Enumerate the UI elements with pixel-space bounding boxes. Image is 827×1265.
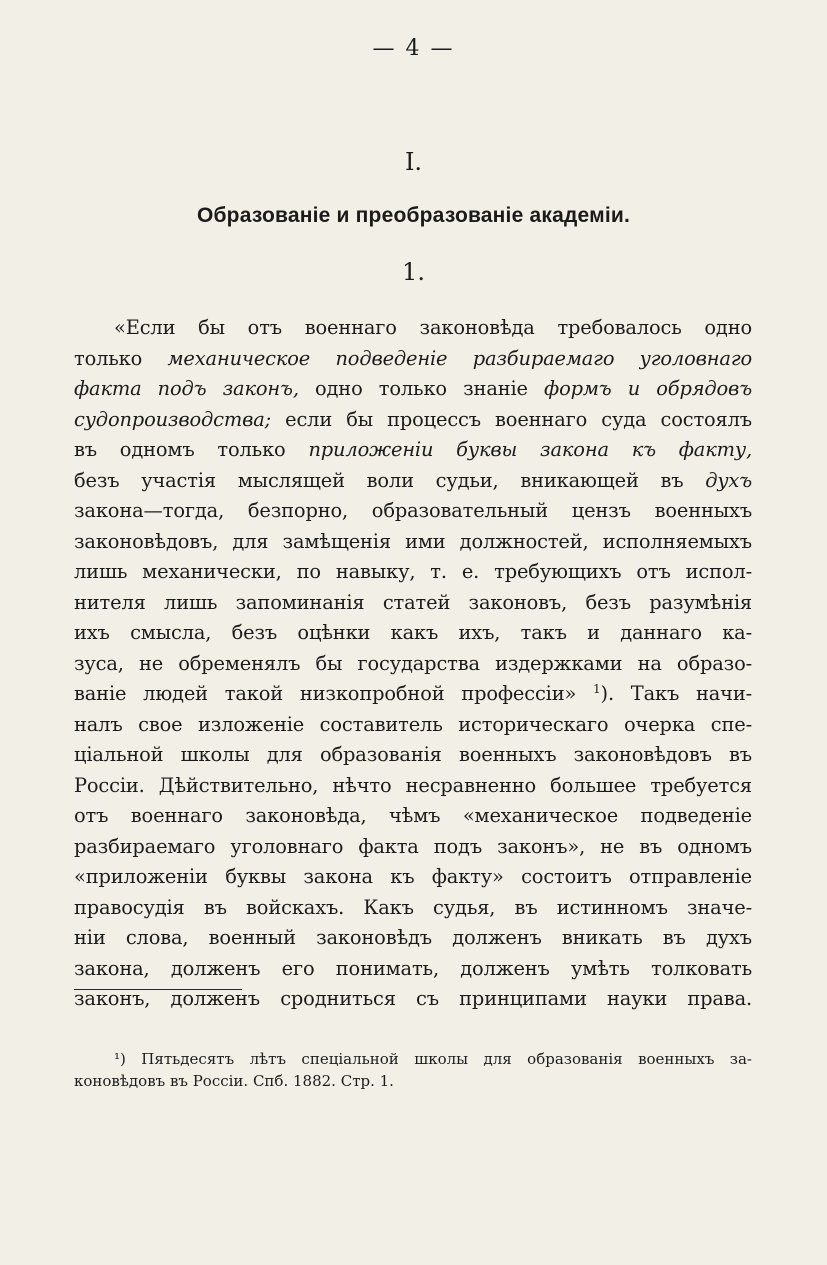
text-line xyxy=(74,557,752,588)
text-line xyxy=(74,771,752,802)
text-line xyxy=(74,679,752,710)
italic-phrase: приложеніи буквы закона къ факту, xyxy=(308,438,752,461)
text-segment: безъ участія мыслящей воли судьи, вникающей въ xyxy=(74,468,706,492)
chapter-numeral: I. xyxy=(404,148,423,176)
text-segment: правосудія въ войскахъ. Какъ судья, въ истинномъ значе- xyxy=(74,895,752,919)
text-line xyxy=(74,893,752,924)
text-segment: ціальной школы для образованія военныхъ законовѣдовъ въ xyxy=(74,743,752,766)
text-line xyxy=(74,588,752,619)
italic-phrase: механическое подведеніе разбираемаго уголовнаго xyxy=(167,346,752,370)
text-segment: «Если бы отъ военнаго законовѣда требовалось одно xyxy=(114,316,752,339)
text-line xyxy=(74,527,752,558)
text-line xyxy=(74,649,752,680)
footnote-line: коновѣдовъ въ Россіи. Спб. 1882. Стр. 1. xyxy=(74,1072,394,1090)
footnote-divider xyxy=(74,989,242,990)
text-segment: ). Такъ начи- xyxy=(600,682,752,705)
text-segment: Россіи. Дѣйствительно, нѣчто несравненно большее требуется xyxy=(74,773,752,797)
text-segment: налъ свое изложеніе составитель историческаго очерка спе- xyxy=(74,712,752,736)
text-segment: въ одномъ только xyxy=(74,438,309,461)
text-segment: законъ, долженъ сродниться съ принципами науки права. xyxy=(74,987,752,1010)
text-line xyxy=(74,313,752,344)
text-line xyxy=(74,496,752,527)
text-segment: «приложеніи буквы закона къ факту» состоитъ отправленіе xyxy=(74,865,752,888)
italic-phrase: факта подъ законъ, xyxy=(74,377,299,400)
body-text xyxy=(74,313,752,1015)
italic-phrase: формъ и обрядовъ xyxy=(544,377,752,400)
text-segment: закона—тогда, безпорно, образовательный цензъ военныхъ xyxy=(74,499,752,522)
text-segment: нителя лишь запоминанія статей законовъ, безъ разумѣнія xyxy=(74,590,752,614)
text-segment: разбираемаго уголовнаго факта подъ законъ», не въ одномъ xyxy=(74,834,752,858)
text-line xyxy=(74,710,752,741)
text-line xyxy=(74,435,752,466)
footnote xyxy=(74,1048,752,1092)
footnote-line: ¹) Пятьдесятъ лѣтъ спеціальной школы для образованія военныхъ за- xyxy=(114,1050,752,1068)
text-line xyxy=(74,405,752,436)
text-segment: законовѣдовъ, для замѣщенія ими должностей, исполняемыхъ xyxy=(74,529,752,553)
text-segment: закона, долженъ его понимать, долженъ умѣть толковать xyxy=(74,956,752,980)
text-line xyxy=(74,923,752,954)
page-number: — 4 — xyxy=(372,36,455,61)
text-line xyxy=(74,832,752,863)
text-segment: отъ военнаго законовѣда, чѣмъ «механическое подведеніе xyxy=(74,804,752,827)
text-segment: только xyxy=(74,346,168,370)
text-segment: ваніе людей такой низкопробной профессіи» xyxy=(74,682,594,705)
italic-phrase: духъ xyxy=(705,468,752,492)
text-line xyxy=(74,344,752,375)
italic-phrase: судопроизводства; xyxy=(74,407,272,431)
footnote-reference: 1 xyxy=(593,682,601,696)
text-segment: если бы процессъ военнаго суда состоялъ xyxy=(271,407,752,431)
section-number: 1. xyxy=(402,258,425,286)
text-line xyxy=(74,466,752,497)
text-line xyxy=(74,740,752,771)
text-line xyxy=(74,618,752,649)
text-segment: зуса, не обременялъ бы государства издержками на образо- xyxy=(74,651,752,675)
text-line xyxy=(74,862,752,893)
chapter-title: Образованіе и преобразованіе академіи. xyxy=(196,204,631,227)
text-line xyxy=(74,374,752,405)
text-segment: ихъ смысла, безъ оцѣнки какъ ихъ, такъ и даннаго ка- xyxy=(74,621,752,644)
text-line xyxy=(74,954,752,985)
text-line xyxy=(74,801,752,832)
text-segment: лишь механически, по навыку, т. е. требующихъ отъ испол- xyxy=(74,560,752,583)
text-segment: ніи слова, военный законовѣдъ долженъ вникать въ духъ xyxy=(74,926,752,949)
text-segment: одно только знаніе xyxy=(298,377,545,400)
